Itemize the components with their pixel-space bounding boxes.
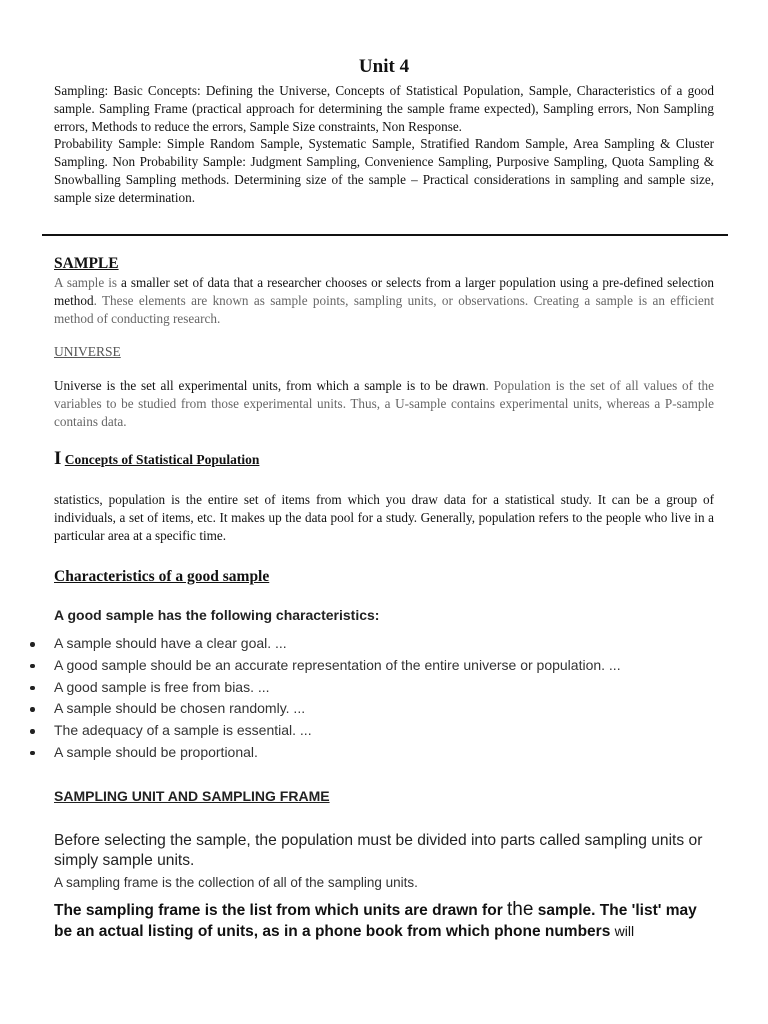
sampling-units-paragraph: Before selecting the sample, the population must be divided into parts called sampling units or simply sample units. bbox=[54, 832, 703, 869]
concepts-heading-text: Concepts of Statistical Population bbox=[64, 452, 260, 467]
characteristics-list bbox=[0, 633, 760, 764]
characteristics-subheading: A good sample has the following characteristics: bbox=[54, 607, 380, 623]
list-item-text: A sample should be chosen randomly. ... bbox=[54, 700, 306, 717]
unit-title: Unit 4 bbox=[358, 56, 410, 77]
list-item bbox=[0, 677, 760, 699]
syllabus-paragraph-basics: Sampling: Basic Concepts: Defining the Universe, Concepts of Statistical Population, Sample, Characteristics of a good sample. Sampling Frame (practical approach for determining the sample frame expected), Sampling errors, Non Sampling errors, Methods to reduce the errors, Sample Size constraints, Non Response. bbox=[54, 83, 714, 134]
sampling-frame-heading: SAMPLING UNIT AND SAMPLING FRAME bbox=[54, 788, 330, 804]
sample-paragraph bbox=[54, 274, 714, 328]
horizontal-divider bbox=[42, 234, 728, 236]
list-text-part-1: The sampling frame is the list from which units are drawn for bbox=[54, 902, 508, 919]
list-text-the: the bbox=[507, 899, 534, 920]
list-item-text: A good sample is free from bias. ... bbox=[54, 678, 270, 695]
list-item bbox=[0, 633, 760, 655]
list-item bbox=[0, 655, 760, 677]
list-item-text: A good sample should be an accurate representation of the entire universe or population. ... bbox=[54, 656, 621, 673]
list-item bbox=[0, 742, 760, 764]
bullet-icon bbox=[30, 751, 35, 756]
sample-text-intro: A sample is bbox=[54, 275, 122, 290]
universe-paragraph bbox=[54, 377, 714, 431]
sampling-frame-list-paragraph bbox=[54, 899, 714, 942]
sampling-frame-definition: A sampling frame is the collection of all of the sampling units. bbox=[54, 875, 418, 890]
universe-text-rest: . Population is the set of all values of the variables to be studied from those experimental units. Thus, a U-sample contains experimental units, whereas a P-sample contains data. bbox=[54, 378, 714, 429]
universe-heading: UNIVERSE bbox=[54, 344, 121, 359]
concepts-heading bbox=[54, 448, 259, 470]
bullet-icon bbox=[30, 707, 35, 712]
list-item-text: The adequacy of a sample is essential. ... bbox=[54, 722, 312, 739]
sample-heading: SAMPLE bbox=[54, 255, 119, 272]
list-item bbox=[0, 698, 760, 720]
bullet-icon bbox=[30, 664, 35, 669]
sample-text-rest: . These elements are known as sample points, sampling units, or observations. Creating a sample is an efficient method of conducting research. bbox=[54, 293, 714, 326]
syllabus-paragraph-methods: Probability Sample: Simple Random Sample, Systematic Sample, Stratified Random Sample, Area Sampling & Cluster Sampling. Non Probability Sample: Judgment Sampling, Convenience Sampling, Purposive Sampling, Quota Sampling & Snowballing Sampling methods. Determining size of the sample – Practical considerations in sampling and sample size, sample size determination. bbox=[54, 136, 714, 205]
population-paragraph: statistics, population is the entire set of items from which you draw data for a statistical study. It can be a group of individuals, a set of items, etc. It makes up the data pool for a study. Generally, population refers to the people who live in a particular area at a specific time. bbox=[54, 492, 714, 543]
concepts-numeral: I bbox=[54, 448, 62, 469]
syllabus-block bbox=[54, 82, 714, 207]
bullet-icon bbox=[30, 729, 35, 734]
list-item-text: A sample should have a clear goal. ... bbox=[54, 635, 287, 651]
list-text-part-2: sample. The 'list' may be an actual listing of units, as in a phone book from which phone numbers bbox=[54, 902, 697, 940]
characteristics-heading: Characteristics of a good sample bbox=[54, 568, 270, 585]
list-item-text: A sample should be proportional. bbox=[54, 743, 258, 760]
sample-text-definition: a smaller set of data that a researcher chooses or selects from a larger population using a pre-defined selection method bbox=[54, 275, 714, 308]
list-text-part-3: will bbox=[614, 923, 635, 939]
bullet-icon bbox=[30, 686, 35, 691]
bullet-icon bbox=[30, 642, 35, 647]
list-item bbox=[0, 720, 760, 742]
universe-text-definition: Universe is the set all experimental units, from which a sample is to be drawn bbox=[54, 378, 486, 393]
